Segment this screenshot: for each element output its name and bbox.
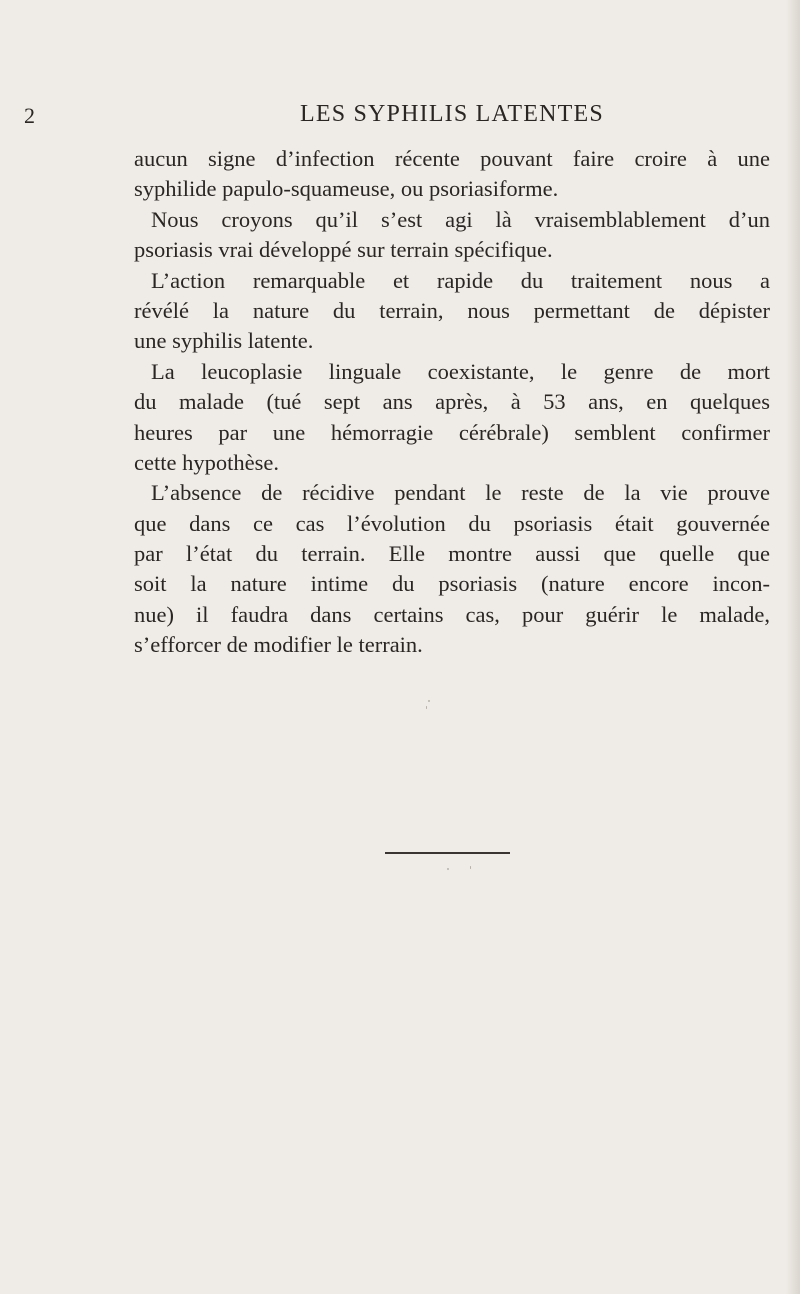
page-number: 2 [24, 103, 36, 128]
paper-speck [426, 706, 427, 709]
text-line: psoriasis vrai développé sur terrain spécifique. [134, 237, 553, 263]
paper-speck [470, 866, 471, 869]
body-text [134, 144, 770, 661]
paragraph-first-line: L’action remarquable et rapide du traitement nous a [151, 267, 770, 293]
paragraph-first-line: Nous croyons qu’il s’est agi là vraisemblablement d’un [151, 206, 770, 232]
running-title: LES SYPHILIS LATENTES [300, 101, 604, 127]
text-line: révélé la nature du terrain, nous permettant de dépister [134, 297, 770, 323]
text-line: nue) il faudra dans certains cas, pour guérir le malade, [134, 601, 770, 627]
text-line: heures par une hémorragie cérébrale) semblent confirmer [134, 419, 770, 445]
page-header [0, 101, 800, 137]
end-rule [385, 852, 510, 854]
paper-speck [428, 700, 430, 702]
text-line: une syphilis latente. [134, 328, 314, 354]
paragraph-first-line: La leucoplasie linguale coexistante, le genre de mort [151, 358, 770, 384]
text-line: que dans ce cas l’évolution du psoriasis était gouvernée [134, 510, 770, 536]
text-line: s’efforcer de modifier le terrain. [134, 632, 423, 658]
page-edge-shadow [786, 0, 800, 1294]
text-line: aucun signe d’infection récente pouvant faire croire à une [134, 146, 770, 171]
text-line: du malade (tué sept ans après, à 53 ans, en quelques [134, 389, 770, 415]
paper-speck [447, 868, 449, 870]
text-line: par l’état du terrain. Elle montre aussi que quelle que [134, 541, 770, 567]
text-line: syphilide papulo-squameuse, ou psoriasiforme. [134, 176, 559, 202]
text-line: soit la nature intime du psoriasis (nature encore incon- [134, 571, 770, 597]
text-line: cette hypothèse. [134, 449, 279, 475]
paragraph-first-line: L’absence de récidive pendant le reste de la vie prouve [151, 480, 770, 506]
